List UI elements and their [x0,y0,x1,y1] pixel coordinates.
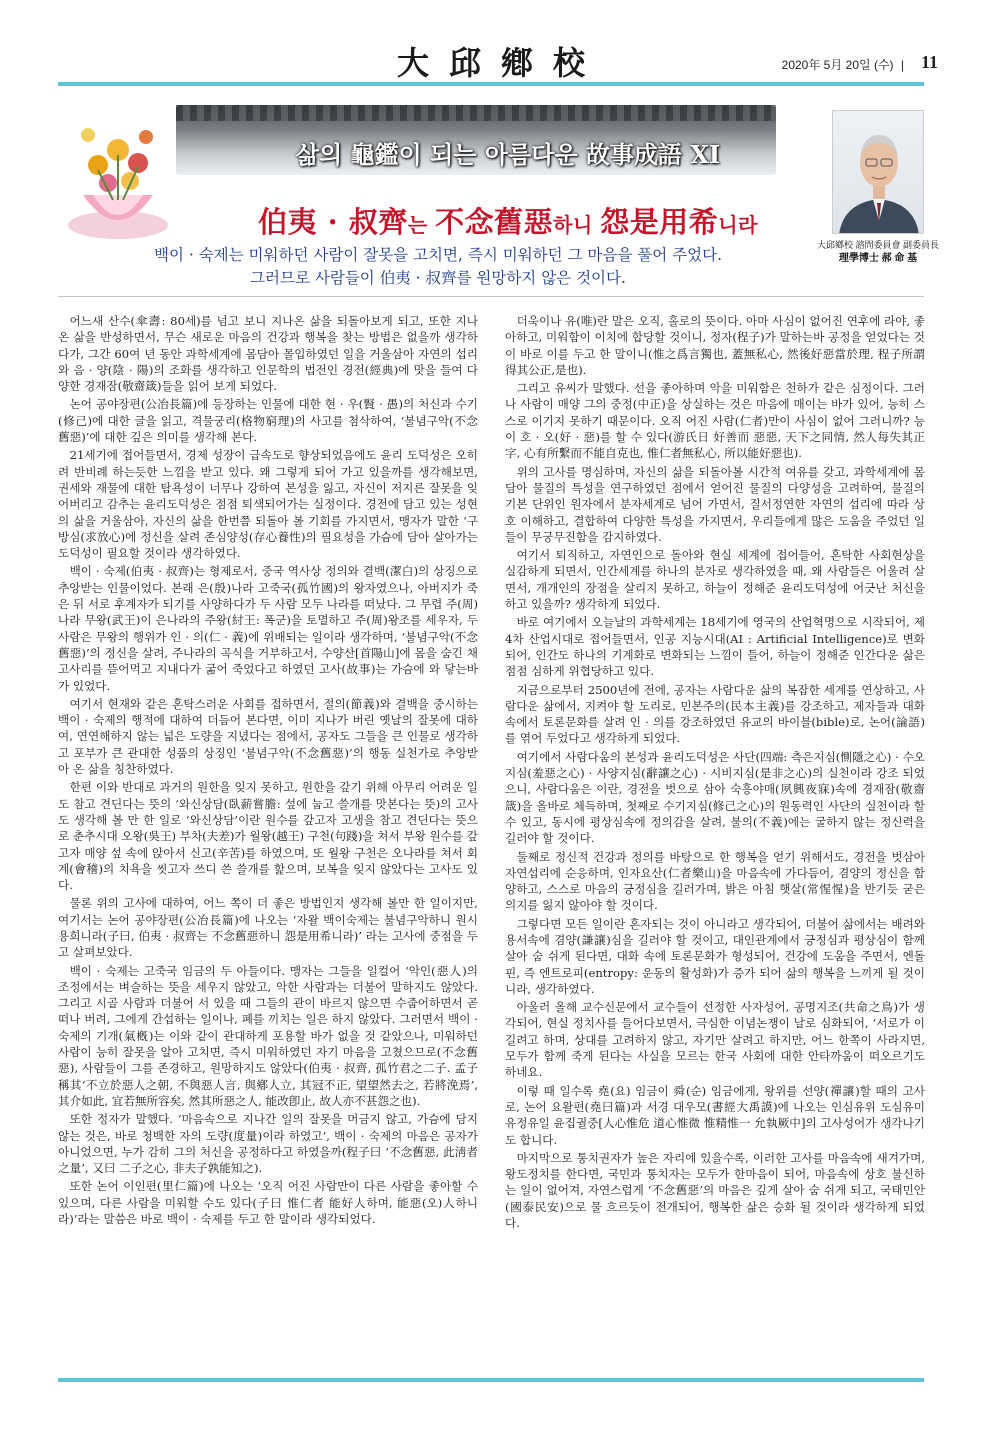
top-rule [58,82,924,86]
paragraph: 한편 이와 반대로 과거의 원한을 잊지 못하고, 원한을 갚기 위해 아무리 어려운 일도 참고 견딘다는 뜻의 ‘와신상담(臥薪嘗膽: 섶에 눕고 쓸개를 맛본다는 뜻)의 고사도 생각해 볼 만 한 일로 ‘와신상담’이란 원수를 갚고자 고생을 참고 견딘다는 뜻으로 춘추시대 오왕(吳王) 부차(夫差)가 월왕(越王) 구천(句踐)을 쳐서 부왕 원수를 갚고자 매양 섶 속에 앉아서 신고(辛苦)를 하였으며, 또 월왕 구천은 오나라를 쳐서 회계(會稽)의 치욕을 씻고자 쓰디 쓴 쓸개를 핥으며, 보복을 잊지 않았다는 고사도 있다. [58,780,478,893]
flower-bouquet-icon [58,95,188,245]
paragraph: 논어 공야장편(公冶長篇)에 등장하는 인물에 대한 현 · 우(賢 · 愚)의 처신과 수기(修己)에 대한 글을 읽고, 격물궁리(格物窮理)의 사고를 첨삭하여, ‘불념구악(不念舊惡)’에 대한 깊은 의미를 생각해 본다. [58,397,478,445]
paragraph: 물론 위의 고사에 대하여, 어느 쪽이 더 좋은 방법인지 생각해 볼만 한 일이지만, 여기서는 논어 공야장편(公冶長篇)에 나오는 ‘자왈 백이숙제는 불념구악하니 원시용희니라(子曰, 伯夷 · 叔齊는 不念舊惡하니 怨是用希니라)’ 라는 고사에 중점을 두고 살펴보았다. [58,896,478,960]
article-column-right [505,313,925,1233]
paragraph: 둘째로 정신적 건강과 정의를 바탕으로 한 행복을 얻기 위해서도, 경전을 벗삼아 자연섭리에 순응하며, 인자요산(仁者樂山)을 마음속에 가다듬어, 겸양의 정신을 함양하고, 스스로 마음의 긍정심을 길러가며, 밝은 아침 햇살(常惺惺)을 반기듯 굳은 의지를 잃지 않아야 할 것이다. [505,849,925,913]
paragraph: 마지막으로 통치권자가 높은 자리에 있을수록, 이러한 고사를 마음속에 새겨가며, 왕도정치를 한다면, 국민과 통치자는 모두가 한마음이 되어, 마음속에 상호 불신하는 일이 없어져, 자연스럽게 ‘不念舊惡’의 마음은 깊게 살아 숨 쉬게 되고, 국태민안(國泰民安)으로 물 흐르듯이 전개되어, 행복한 삶은 승화 될 것이라 생각하게 되었다. [505,1150,925,1231]
lead-line-1: 백이 · 숙제는 미워하던 사람이 잘못을 고치면, 즉시 미워하던 그 마음을 풀어 주었다. [153,246,723,264]
paragraph: 지금으로부터 2500년에 전에, 공자는 사람다운 삶의 복잡한 세계를 연상하고, 사람다운 삶에서, 지켜야 할 도리로, 민본주의(民本主義)를 강조하고, 제자들과 대화 속에서 토론문화를 살려 인 · 의를 강조하였던 유교의 바이블(bible)로, 논어(論語)를 엮어 두었다고 생각하게 되었다. [505,682,925,746]
paragraph: 여기에서 사람다움의 본성과 윤리도덕성은 사단(四端: 측은지심(惻隱之心) · 수오지심(羞惡之心) · 사양지심(辭讓之心) · 시비지심(是非之心)의 실천이라 강조 되었으니, 사람다움은 이란, 경전을 벗으로 삼아 숙흥야매(夙興夜寐)속에 경재잠(敬齋箴)을 올바로 체득하며, 첫째로 수기지심(修己之心)의 원동력인 사단의 실천이라 할 수 있고, 동시에 평상심속에 정의감을 살려, 불의(不義)에는 굴하지 않는 정신력을 길러야 할 것이다. [505,749,925,846]
paragraph: 여기서 현재와 같은 혼탁스러운 사회를 접하면서, 절의(節義)와 결백을 중시하는 백이 · 숙제의 행적에 대하여 더듬어 본다면, 이미 지나가 버린 옛날의 잘못에 대하여, 연연해하지 않는 넓은 도량을 지녔다는 점에서, 공자도 그들을 큰 인물로 생각하고 포부가 큰 관대한 성품의 상징인 ‘불념구악(不念舊惡)’의 행동 실천가로 추앙받아 온 삶을 칭찬하였다. [58,696,478,777]
paragraph: 위의 고사를 명심하며, 자신의 삶을 되돌아볼 시간적 여유를 갖고, 과학세계에 몸담아 물질의 특성을 연구하였던 점에서 얻어진 물질의 다양성을 고려하여, 물질의 기본 단위인 원자에서 분자세계로 넘어 가면서, 질서정연한 자연의 섭리에 따라 상호 이해하고, 결합하여 다양한 특성을 가지면서, 우리들에게 많은 도움을 주었던 일들이 무궁무진함을 감지하였다. [505,464,925,544]
paragraph: 백이 · 숙제는 고죽국 임금의 두 아들이다. 맹자는 그들을 일컬어 ‘악인(惡人)의 조정에서는 벼슬하는 뜻을 세우지 않았고, 악한 사람과는 더불어 말하지도 않았다. 그리고 시골 사람과 더불어 서 있을 때 그들의 관이 바르지 않으면 수줍어하면서 곧 떠나 버려, 그에게 간섭하는 일이나, 폐를 끼치는 일은 하지 않았다. 그러면서 백이 · 숙제의 기개(氣槪)는 이와 같이 관대하게 포용할 바가 없을 것 같았으나, 미워하던 사람이 능히 잘못을 알아 고치면, 즉시 미워하였던 자기 마음을 고쳤으므로(不念舊惡), 사람들이 그를 존경하고, 원망하지도 않았다(伯夷 · 叔齊, 孤竹君之二子. 孟子稱其‘不立於惡人之朝, 不與惡人言, 與鄕人立, 其冠不正, 望望然去之, 若將浼焉’, 其介如此, 宜若無所容矣, 然其所惡之人, 能改卽止, 故人亦不甚怨之也). [58,963,478,1108]
headline-part-5: 怨是用希 [600,205,719,239]
series-title: 삶의 龜鑑이 되는 아름다운 故事成語 XI [295,140,721,169]
author-name: 理學博士 郝 命 基 [838,253,918,264]
bottom-rule [58,1378,924,1382]
lead-line-2: 그러므로 사람들이 伯夷 · 叔齊를 원망하지 않은 것이다. [250,269,626,287]
paragraph: 그리고 유씨가 말했다. 선을 좋아하며 악을 미워함은 천하가 같은 심정이다. 그러나 사람이 매양 그의 중정(中正)을 상실하는 것은 마음에 매이는 바가 있어, 능히 스스로 이기지 못하기 때문이다. 오직 어진 사람(仁者)만이 사심이 없어 그러니까? 능이 호 · 오(好 · 惡)를 할 수 있다(游氏日 好善而 惡惡, 天下之同情, 然人每失其正字, 心有所繫而不能自克也, 惟仁者無私心, 所以能好惡也). [505,381,925,461]
paragraph: 또한 정자가 말했다. ‘마음속으로 지나간 일의 잘못을 머금지 않고, 가슴에 담지 않는 것은, 바로 청백한 자의 도량(度量)이라 하였고’, 백이 · 숙제의 마음은 공자가 아니었으면, 누가 감히 그의 처신을 공정하다고 하였을까(程子曰 ‘不念舊惡, 此淸者之量’, 又曰 二子之心, 非夫子孰能知之). [58,1112,478,1176]
headline-part-3: 不念舊惡 [435,205,554,239]
article-column-left [58,313,478,1229]
headline-part-4: 하니 [553,213,601,237]
masthead-title: 大邱鄕校 [396,44,605,82]
portrait-image [833,111,924,234]
author-caption [816,238,940,266]
paragraph: 더욱이나 유(唯)란 말은 오직, 홀로의 뜻이다. 아마 사심이 없어진 연후에 라야, 좋아하고, 미워함이 이치에 합당할 것이니, 정자(程子)가 말하는바 공정을 얻었다는 것이 바로 이를 두고 한 말이니(惟之爲言獨也, 蓋無私心, 然後好惡當於理, 程子所謂得其公正,是也). [505,314,925,377]
paragraph: 또한 논어 이인편(里仁篇)에 나오는 ‘오직 어진 사람만이 다른 사람을 좋아할 수 있으며, 다른 사람을 미워할 수도 있다(子曰 惟仁者 能好人하며, 能惡(오)人하니라)’라는 말씀은 바로 백이 · 숙제를 두고 한 말이라 생각되었다. [58,1179,478,1227]
headline-part-1: 伯夷 · 叔齊 [258,205,408,239]
paragraph: 아울러 올해 교수신문에서 교수들이 선정한 사자성어, 공명지조(共命之鳥)가 생각되어, 현실 정치사를 들어다보면서, 극심한 이념논쟁이 날로 심화되어, ‘서로가 이길려고 하며, 상대를 고려하지 않고, 자기만 살려고 하지만, 어느 한쪽이 사라지면, 모두가 함께 죽게 된다는 사실을 모르는 한국 사회에 대한 안타까움이 떠오르기도 하네요. [505,1000,925,1080]
lead-summary [58,244,818,290]
issue-date-text: 2020年 5月 20일 (수) [781,58,897,72]
author-photo [832,110,924,234]
paragraph: 여기서 퇴직하고, 자연인으로 돌아와 현실 세계에 접어들어, 혼탁한 사회현상을 실감하게 되면서, 인간세계를 하나의 분자로 생각하였을 때, 왜 사람들은 어울려 살면서, 개개인의 장점을 살리지 못하고, 하늘이 정해준 윤리도덕성에 어긋난 처신을 하고 있을까? 생각하게 되었다. [505,548,925,612]
headline-part-6: 니라 [718,213,758,237]
paragraph: 그렇다면 모든 일이란 혼자되는 것이 아니라고 생각되어, 더불어 삶에서는 배려와 용서속에 겸양(謙讓)심을 길러야 할 것이고, 대인관계에서 긍정심과 평상심이 함께 살아 숨 쉬게 된다면, 대화 속에 토론문화가 형성되어, 건강에 도움을 주면서, 엔돌핀, 즉 엔트로피(entropy: 운동의 활성화)가 증가 되어 삶의 행복을 느끼게 될 것이니라, 생각하였다. [505,916,925,996]
paragraph: 백이 · 숙제(伯夷 · 叔齊)는 형제로서, 중국 역사상 정의와 결백(潔白)의 상징으로 추앙받는 인물이었다. 본래 은(殷)나라 고죽국(孤竹國)의 왕자였으나, 아버지가 죽은 뒤 서로 후계자가 되기를 사양하다가 두 사람 모두 나라를 떠났다. 그 무렵 주(周)나라 무왕(武王)이 은나라의 주왕(紂王: 폭군)을 토멸하고 주(周)왕조를 세우자, 두 사람은 무왕의 행위가 인 · 의(仁 · 義)에 위배되는 일이라 생각하며, ‘불념구악(不念舊惡)’의 정신을 살려, 주나라의 곡식을 거부하고서, 수양산[首陽山]에 몸을 숨긴 채 고사리를 뜯어먹고 지내다가 굶어 죽었다고 하였던 고사(故事)는 가슴에 와 닿는바가 있었다. [58,564,478,693]
paragraph: 바로 여기에서 오늘날의 과학세계는 18세기에 영국의 산업혁명으로 시작되어, 제 4차 산업시대로 접어들면서, 인공 지능시대(AI : Artificial Intelligence)로 변화되어, 인간도 하나의 기계화로 변화되는 느낌이 들어, 하늘이 정해준 인간다운 삶은 점점 심하게 위협당하고 있다. [505,615,925,679]
page-number: 11 [920,52,938,72]
headline [188,200,828,241]
article-banner [58,95,818,245]
paragraph: 이렇 때 일수록 堯(요) 임금이 舜(순) 임금에게, 왕위를 선양(禪讓)할 때의 고사로, 논어 요왈편(堯曰篇)과 서경 대우모(書經大禹謨)에 나오는 인심유위 도심유미 유정유일 윤집궐중[人心惟危 道心惟微 惟精惟一 允執厥中]의 고사성어가 생각나기도 합니다. [505,1083,925,1147]
lead-divider [58,296,924,297]
issue-date: 2020年 5月 20일 (수) | [781,58,904,72]
paragraph: 어느새 산수(傘壽: 80세)를 넘고 보니 지나온 삶을 되돌아보게 되고, 또한 지나 온 삶을 반성하면서, 무슨 새로운 마음의 건강과 행복을 찾는 방법은 없을까 생각하다가, 그간 60여 년 동안 과학세계에 몸담아 몰입하였던 일을 거울삼아 자연의 섭리와 음 · 양(陰 · 陽)의 조화를 생각하고 인문학의 법전인 경전(經典)에 맛을 들여 다양한 경재잠(敬齋箴)들을 읽어 보게 되었다. [58,314,478,394]
headline-part-2: 는 [407,213,436,237]
author-title: 大邱鄕校 諮問委員會 副委員長 [816,240,939,250]
paragraph: 21세기에 접어들면서, 경제 성장이 급속도로 향상되었음에도 윤리 도덕성은 오히려 반비례 하는듯한 느낌을 받고 있다. 왜 그렇게 되어 가고 있을까를 생각해보면, 권세와 재물에 대한 탐욕성이 너무나 강하여 본성을 잃고, 자신이 저지른 잘못을 잊어버리고 감추는 윤리도덕성은 점점 퇴색되어가는 실정이다. 경전에 담고 있는 성현의 삶을 거울삼아, 자신의 삶을 한번쯤 되돌아 볼 기회를 가지면서, 맹자가 말한 ‘구방심(求放心)에 정신을 살려 존심양성(存心養性)의 필요성을 가슴에 담아 살아가는 도덕성이 필요할 것이라 생각하였다. [58,448,478,561]
